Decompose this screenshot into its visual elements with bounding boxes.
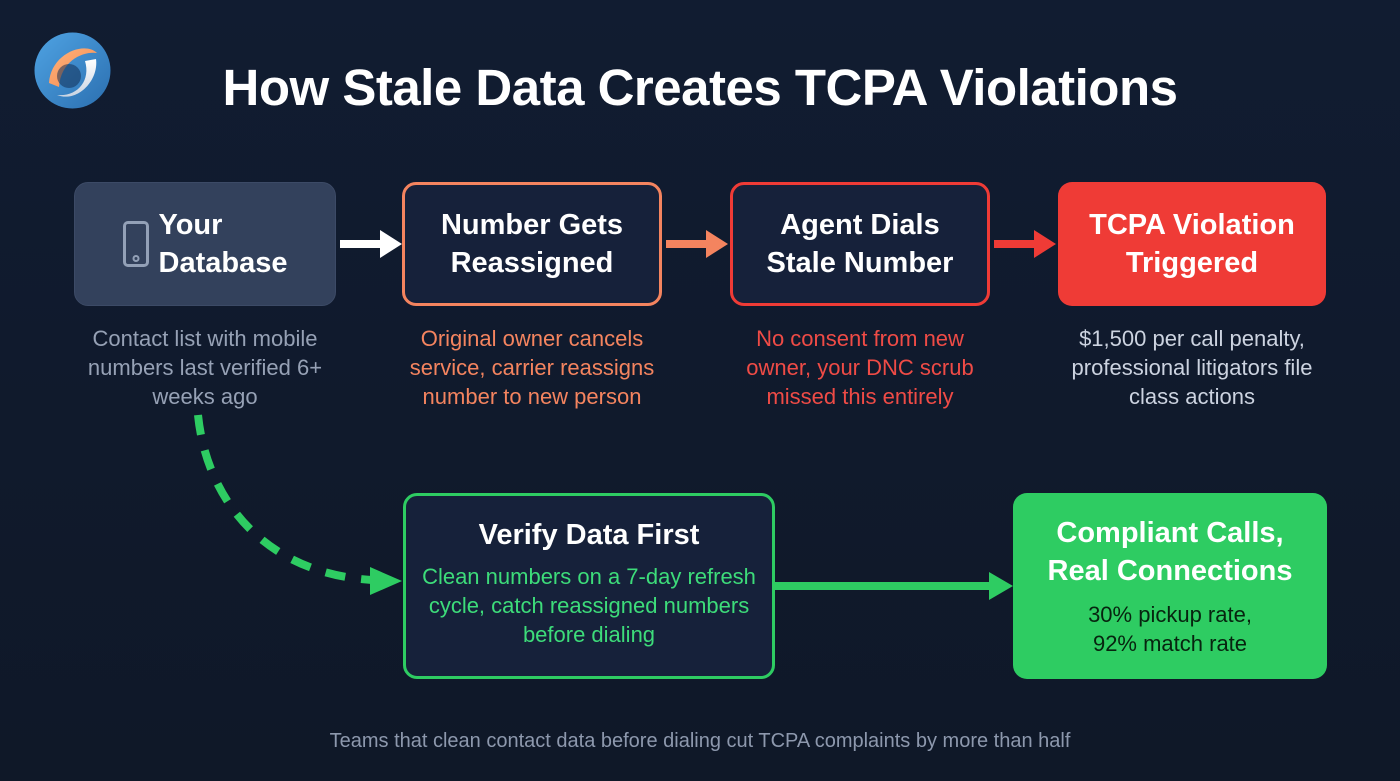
node-verify-data-first — [403, 493, 775, 679]
footer-note: Teams that clean contact data before dialing cut TCPA complaints by more than half — [329, 730, 1071, 752]
node-subtitle-line1: 30% pickup rate, — [1088, 602, 1252, 628]
arrow-verify-to-compliant — [775, 564, 1017, 608]
arrow-database-to-reassigned — [336, 222, 406, 266]
node-title — [441, 206, 623, 283]
node-title-line1: Agent Dials — [780, 208, 940, 241]
arrow-database-to-verify — [150, 405, 420, 605]
node-tcpa-violation-triggered — [1058, 182, 1326, 306]
node-subtitle-line2: 92% match rate — [1092, 631, 1248, 657]
arrow-agent-to-violation — [990, 222, 1060, 266]
node-title-line2: Stale Number — [766, 247, 954, 279]
node-title-line1: Your — [158, 208, 223, 241]
node-agent-dials-stale-number — [730, 182, 990, 306]
node-title — [767, 206, 954, 283]
node-your-database — [74, 182, 336, 306]
caption-agent-dials-stale-number: No consent from new owner, your DNC scrub missed this entirely — [746, 326, 974, 410]
node-title-line1: Compliant Calls, — [1056, 516, 1284, 549]
node-title-line1: TCPA Violation — [1089, 208, 1295, 241]
node-subtitle — [1088, 600, 1252, 658]
node-title-line1: Number Gets — [440, 208, 624, 241]
page-title: How Stale Data Creates TCPA Violations — [222, 59, 1178, 116]
node-title-line2: Triggered — [1125, 247, 1259, 279]
caption-tcpa-violation-triggered: $1,500 per call penalty, professional litigators file class actions — [1071, 326, 1313, 410]
node-title — [1048, 514, 1293, 591]
node-title — [159, 206, 288, 283]
node-title-line2: Reassigned — [450, 247, 614, 279]
node-subtitle: Clean numbers on a 7-day refresh cycle, catch reassigned numbers before dialing — [422, 564, 756, 648]
caption-your-database: Contact list with mobile numbers last verified 6+ weeks ago — [87, 326, 323, 410]
node-title: Verify Data First — [478, 519, 700, 551]
node-number-gets-reassigned — [402, 182, 662, 306]
node-title-line2: Real Connections — [1047, 554, 1293, 587]
node-title — [1089, 206, 1295, 283]
arrow-reassigned-to-agent — [662, 222, 732, 266]
mobile-phone-icon — [123, 221, 149, 267]
caption-number-gets-reassigned: Original owner cancels service, carrier reassigns number to new person — [409, 326, 655, 410]
node-compliant-calls — [1013, 493, 1327, 679]
node-title-line2: Database — [158, 247, 288, 279]
